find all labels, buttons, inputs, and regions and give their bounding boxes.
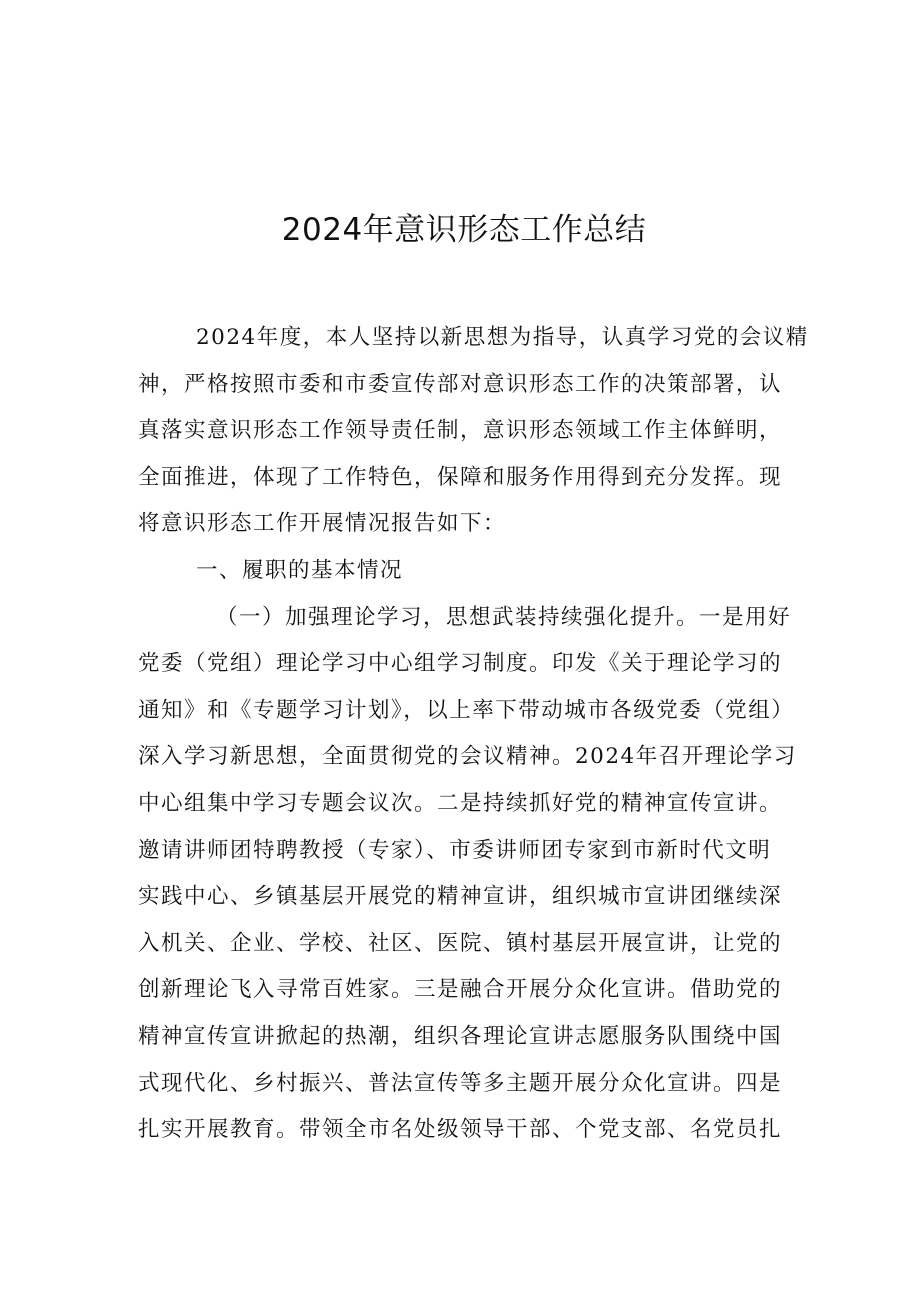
paragraph-line-4: 全面推进，体现了工作特色，保障和服务作用得到充分发挥。现 [138,464,783,490]
section-heading-1: 一、履职的基本情况 [196,557,404,583]
subsection-line-1: （一）加强理论学习，思想武装持续强化提升。一是用好 [216,604,792,630]
subsection-line-5: 中心组集中学习专题会议次。二是持续抓好党的精神宣传宣讲。 [138,790,783,816]
subsection-line-11: 式现代化、乡村振兴、普法宣传等多主题开展分众化宣讲。四是 [138,1070,783,1096]
subsection-line-6: 邀请讲师团特聘教授（专家）、市委讲师团专家到市新时代文明 [138,837,772,863]
subsection-line-9: 创新理论飞入寻常百姓家。三是融合开展分众化宣讲。借助党的 [138,977,783,1003]
subsection-line-10: 精神宣传宣讲掀起的热潮，组织各理论宣讲志愿服务队围绕中国 [138,1023,783,1049]
subsection-line-8: 入机关、企业、学校、社区、医院、镇村基层开展宣讲，让党的 [138,930,783,956]
subsection-line-12: 扎实开展教育。带领全市名处级领导干部、个党支部、名党员扎 [138,1117,783,1143]
document-title: 2024年意识形态工作总结 [281,212,647,248]
document-body [138,315,809,1154]
subsection-line-4: 深入学习新思想，全面贯彻党的会议精神。2024年召开理论学习 [138,744,797,770]
subsection-line-2: 党委（党组）理论学习中心组学习制度。印发《关于理论学习的 [138,651,783,677]
paragraph-line-3: 真落实意识形态工作领导责任制，意识形态领域工作主体鲜明， [138,418,783,444]
paragraph-line-1: 2024年度，本人坚持以新思想为指导，认真学习党的会议精 [196,325,809,350]
subsection-line-3: 通知》和《专题学习计划》，以上率下带动城市各级党委（党组） [138,697,795,723]
paragraph-line-2: 神，严格按照市委和市委宣传部对意识形态工作的决策部署，认 [138,371,783,397]
subsection-line-7: 实践中心、乡镇基层开展党的精神宣讲，组织城市宣讲团继续深 [138,884,783,910]
paragraph-line-5: 将意识形态工作开展情况报告如下： [138,511,507,537]
